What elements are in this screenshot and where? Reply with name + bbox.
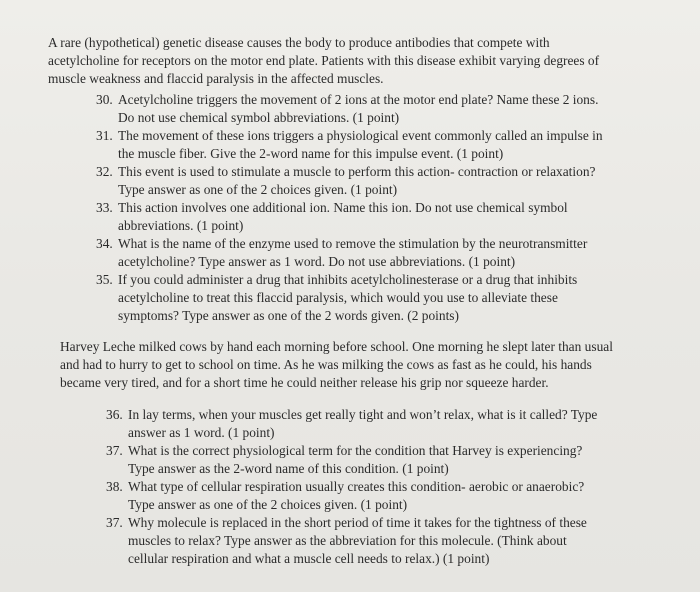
question-text: In lay terms, when your muscles get really tight and won’t relax, what is it called? Type answer as 1 word. (1 point) (128, 407, 598, 440)
question-number: 33. (96, 200, 113, 215)
question-item (96, 199, 616, 235)
question-number: 36. (106, 407, 123, 422)
question-number: 32. (96, 164, 113, 179)
question-text: If you could administer a drug that inhibits acetylcholinesterase or a drug that inhibits acetylcholine to treat this flaccid paralysis, which would you use to alleviate these symptoms? Type answer as one of the 2 words given. (2 points) (118, 272, 578, 323)
question-text: Why molecule is replaced in the short period of time it takes for the tightness of these muscles to relax? Type answer as the abbreviation for this molecule. (Think about cellular respiration and what a muscle cell needs to relax.) (1 point) (128, 515, 587, 566)
question-item (96, 271, 616, 325)
question-text: The movement of these ions triggers a physiological event commonly called an impulse in the muscle fiber. Give the 2-word name for this impulse event. (1 point) (118, 128, 603, 161)
question-text: This action involves one additional ion. Name this ion. Do not use chemical symbol abbreviations. (1 point) (118, 200, 568, 233)
question-number: 38. (106, 479, 123, 494)
question-text: Acetylcholine triggers the movement of 2 ions at the motor end plate? Name these 2 ions. Do not use chemical symbol abbreviations. (1 point) (118, 92, 599, 125)
question-item (96, 163, 616, 199)
question-number: 37. (106, 443, 123, 458)
question-item (106, 478, 606, 514)
question-list-disease (96, 91, 616, 325)
question-item (96, 91, 616, 127)
question-item (96, 235, 616, 271)
question-number: 37. (106, 515, 123, 530)
question-number: 31. (96, 128, 113, 143)
question-number: 35. (96, 272, 113, 287)
question-item (106, 406, 606, 442)
question-item (96, 127, 616, 163)
intro-paragraph: A rare (hypothetical) genetic disease causes the body to produce antibodies that compete with acetylcholine for receptors on the motor end plate. Patients with this disease exhibit varying degrees of muscle weakness and flaccid paralysis in the affected muscles. (48, 35, 600, 86)
question-number: 30. (96, 92, 113, 107)
question-list-harvey (106, 406, 606, 568)
question-text: What type of cellular respiration usually creates this condition- aerobic or anaerobic? Type answer as one of the 2 choices given. (1 point) (128, 479, 585, 512)
question-text: What is the correct physiological term for the condition that Harvey is experiencing? Type answer as the 2-word name of this condition. (1 point) (128, 443, 583, 476)
question-item (106, 442, 606, 478)
question-text: What is the name of the enzyme used to remove the stimulation by the neurotransmitter acetylcholine? Type answer as 1 word. Do not use abbreviations. (1 point) (118, 236, 588, 269)
scenario-paragraph: Harvey Leche milked cows by hand each morning before school. One morning he slept later than usual and had to hurry to get to school on time. As he was milking the cows as fast as he could, his hands became very tired, and for a short time he could neither release his grip nor squeeze harder. (60, 339, 613, 390)
question-text: This event is used to stimulate a muscle to perform this action- contraction or relaxation? Type answer as one of the 2 choices given. (1 point) (118, 164, 596, 197)
question-number: 34. (96, 236, 113, 251)
question-item (106, 514, 606, 568)
